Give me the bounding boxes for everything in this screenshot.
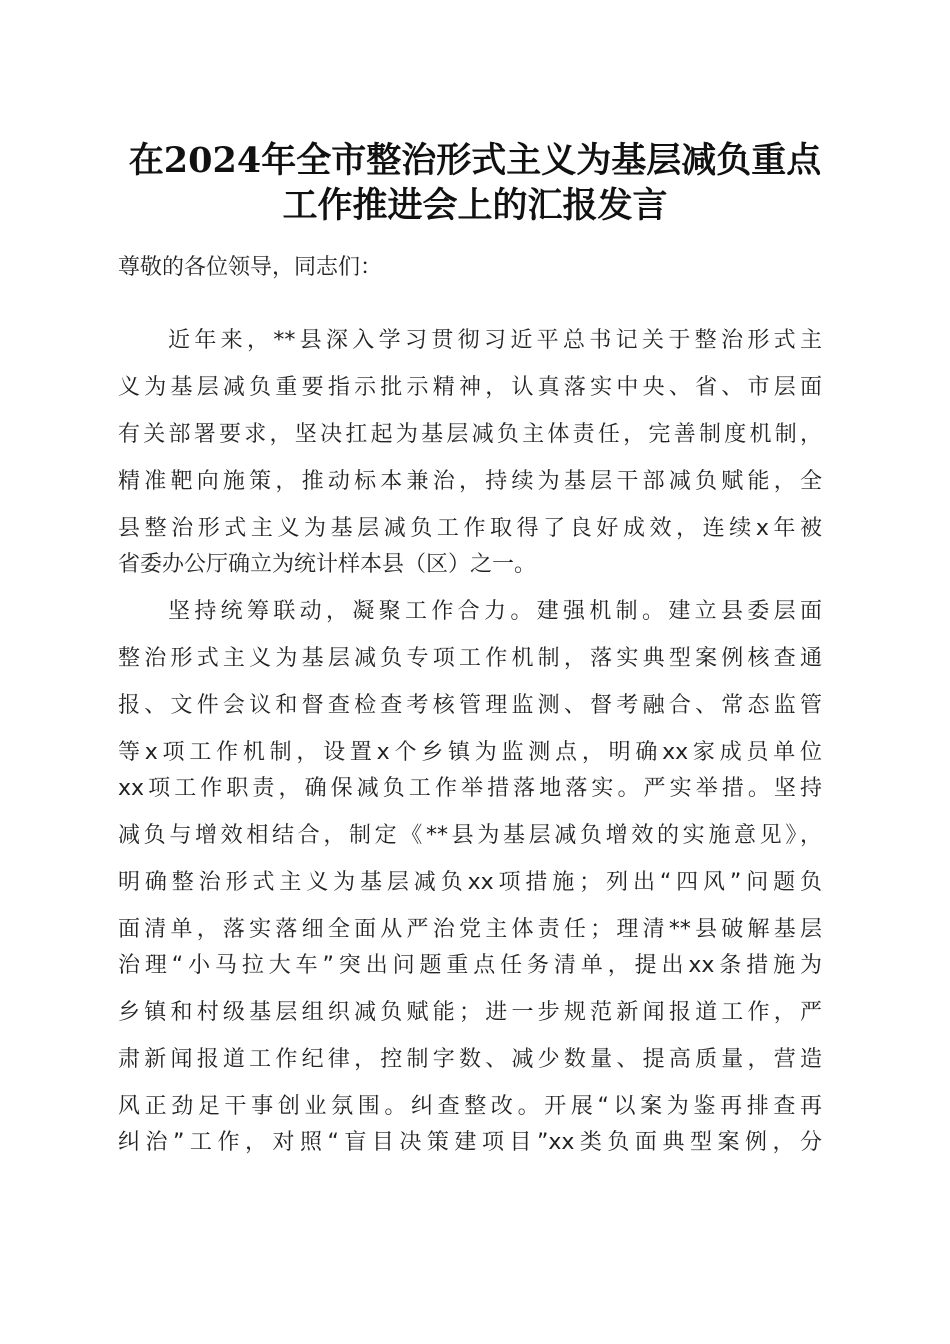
paragraph-line: 纠治”工作，对照“盲目决策建项目”xx类负面典型案例，分	[118, 1130, 822, 1155]
document-title-line-1: 在2024年全市整治形式主义为基层减负重点	[128, 140, 822, 181]
paragraph-line: 县整治形式主义为基层减负工作取得了良好成效，连续x年被	[118, 516, 822, 541]
paragraph-line: xx项工作职责，确保减负工作举措落地落实。严实举措。坚持	[118, 776, 822, 801]
paragraph-line: 乡镇和村级基层组织减负赋能；进一步规范新闻报道工作，严	[118, 1000, 822, 1025]
salutation: 尊敬的各位领导，同志们：	[118, 255, 383, 280]
paragraph-line: 面清单，落实落细全面从严治党主体责任；理清**县破解基层	[118, 917, 822, 942]
paragraph-line: 坚持统筹联动，凝聚工作合力。建强机制。建立县委层面	[168, 599, 822, 624]
paragraph-line: 风正劲足干事创业氛围。纠查整改。开展“以案为鉴再排查再	[118, 1094, 822, 1119]
paragraph-line: 报、文件会议和督查检查考核管理监测、督考融合、常态监管	[118, 693, 822, 718]
paragraph-line: 等x项工作机制，设置x个乡镇为监测点，明确xx家成员单位	[118, 740, 822, 765]
document-title-line-2: 工作推进会上的汇报发言	[282, 185, 668, 226]
paragraph-line: 精准靶向施策，推动标本兼治，持续为基层干部减负赋能，全	[118, 469, 822, 494]
paragraph-line: 有关部署要求，坚决扛起为基层减负主体责任，完善制度机制，	[118, 422, 822, 447]
paragraph-line: 明确整治形式主义为基层减负xx项措施；列出“四风”问题负	[118, 870, 822, 895]
paragraph-line: 省委办公厅确立为统计样本县（区）之一。	[118, 552, 537, 577]
paragraph-line: 近年来，**县深入学习贯彻习近平总书记关于整治形式主	[168, 328, 822, 353]
paragraph-line: 义为基层减负重要指示批示精神，认真落实中央、省、市层面	[118, 375, 822, 400]
paragraph-line: 肃新闻报道工作纪律，控制字数、减少数量、提高质量，营造	[118, 1047, 822, 1072]
paragraph-line: 治理“小马拉大车”突出问题重点任务清单，提出xx条措施为	[118, 953, 822, 978]
paragraph-line: 整治形式主义为基层减负专项工作机制，落实典型案例核查通	[118, 646, 822, 671]
paragraph-line: 减负与增效相结合，制定《**县为基层减负增效的实施意见》，	[118, 823, 822, 848]
